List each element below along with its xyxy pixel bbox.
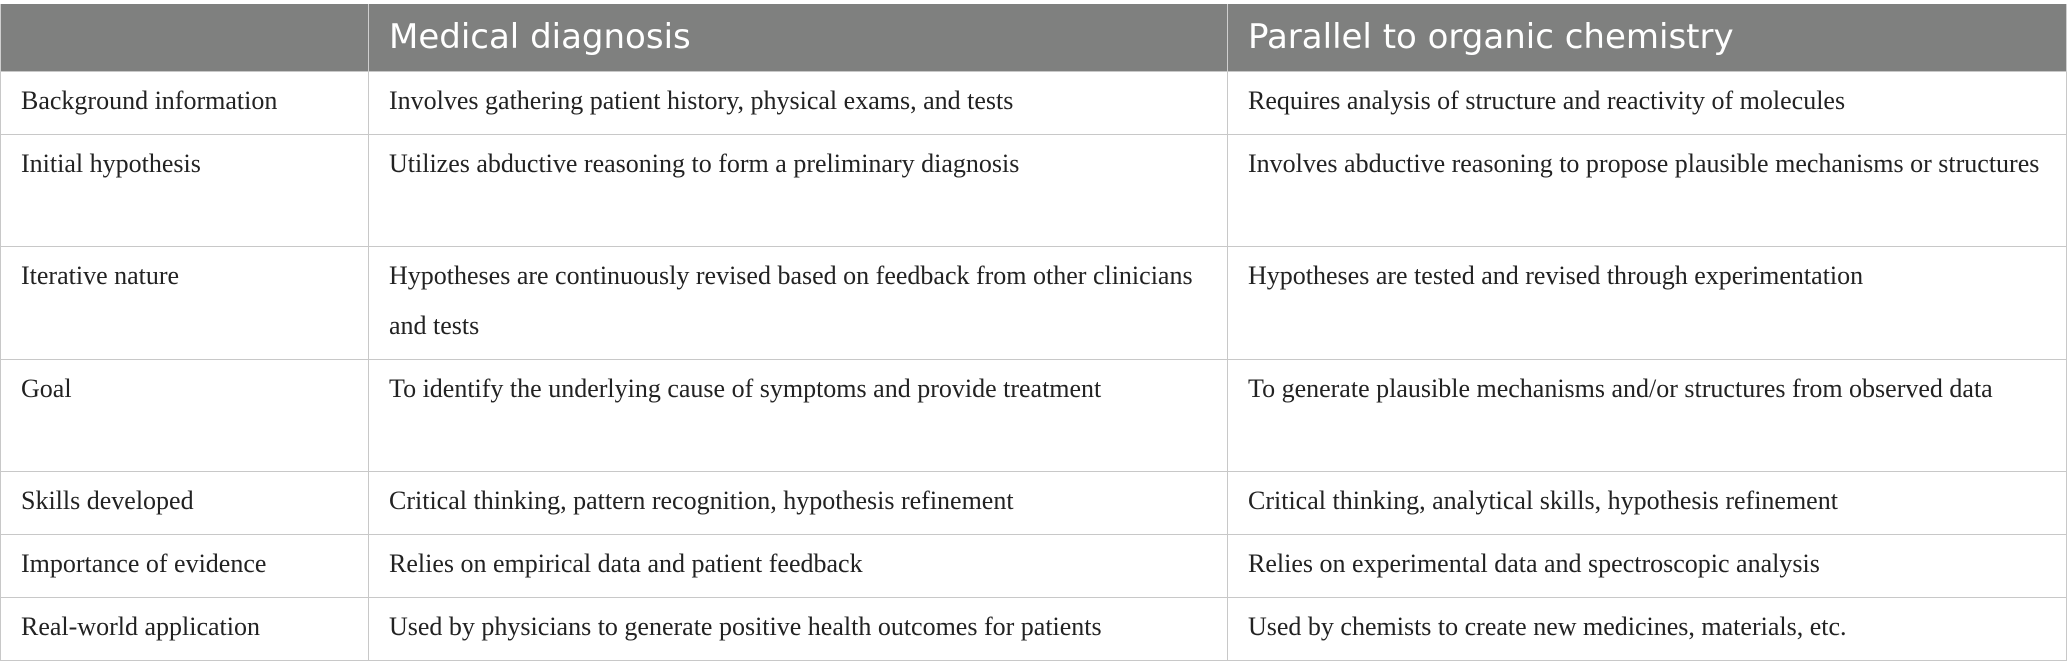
chemistry-cell: Involves abductive reasoning to propose plausible mechanisms or structures — [1228, 134, 2067, 246]
medical-cell: Hypotheses are continuously revised based on feedback from other clinicians and tests — [369, 246, 1228, 359]
header-cell-aspect — [1, 4, 369, 71]
medical-cell: To identify the underlying cause of symptoms and provide treatment — [369, 359, 1228, 471]
row-label-cell: Real-world application — [1, 597, 369, 660]
chemistry-cell: To generate plausible mechanisms and/or structures from observed data — [1228, 359, 2067, 471]
table-row — [1, 134, 2067, 246]
table-row — [1, 471, 2067, 534]
table-row — [1, 359, 2067, 471]
chemistry-cell: Hypotheses are tested and revised through experimentation — [1228, 246, 2067, 359]
medical-cell: Used by physicians to generate positive health outcomes for patients — [369, 597, 1228, 660]
row-label-cell: Skills developed — [1, 471, 369, 534]
chemistry-cell: Critical thinking, analytical skills, hypothesis refinement — [1228, 471, 2067, 534]
table-row — [1, 71, 2067, 134]
row-label-cell: Background information — [1, 71, 369, 134]
table-header — [1, 4, 2067, 71]
comparison-table-container — [0, 4, 2066, 661]
chemistry-cell: Requires analysis of structure and reactivity of molecules — [1228, 71, 2067, 134]
table-row — [1, 534, 2067, 597]
chemistry-cell: Used by chemists to create new medicines, materials, etc. — [1228, 597, 2067, 660]
medical-cell: Critical thinking, pattern recognition, hypothesis refinement — [369, 471, 1228, 534]
medical-cell: Relies on empirical data and patient feedback — [369, 534, 1228, 597]
row-label-cell: Iterative nature — [1, 246, 369, 359]
row-label-cell: Initial hypothesis — [1, 134, 369, 246]
header-cell-organic-chemistry: Parallel to organic chemistry — [1228, 4, 2067, 71]
header-row — [1, 4, 2067, 71]
table-body — [1, 71, 2067, 660]
table-row — [1, 597, 2067, 660]
medical-cell: Utilizes abductive reasoning to form a preliminary diagnosis — [369, 134, 1228, 246]
row-label-cell: Importance of evidence — [1, 534, 369, 597]
table-row — [1, 246, 2067, 359]
header-cell-medical-diagnosis: Medical diagnosis — [369, 4, 1228, 71]
comparison-table — [0, 4, 2067, 661]
medical-cell: Involves gathering patient history, physical exams, and tests — [369, 71, 1228, 134]
chemistry-cell: Relies on experimental data and spectroscopic analysis — [1228, 534, 2067, 597]
row-label-cell: Goal — [1, 359, 369, 471]
